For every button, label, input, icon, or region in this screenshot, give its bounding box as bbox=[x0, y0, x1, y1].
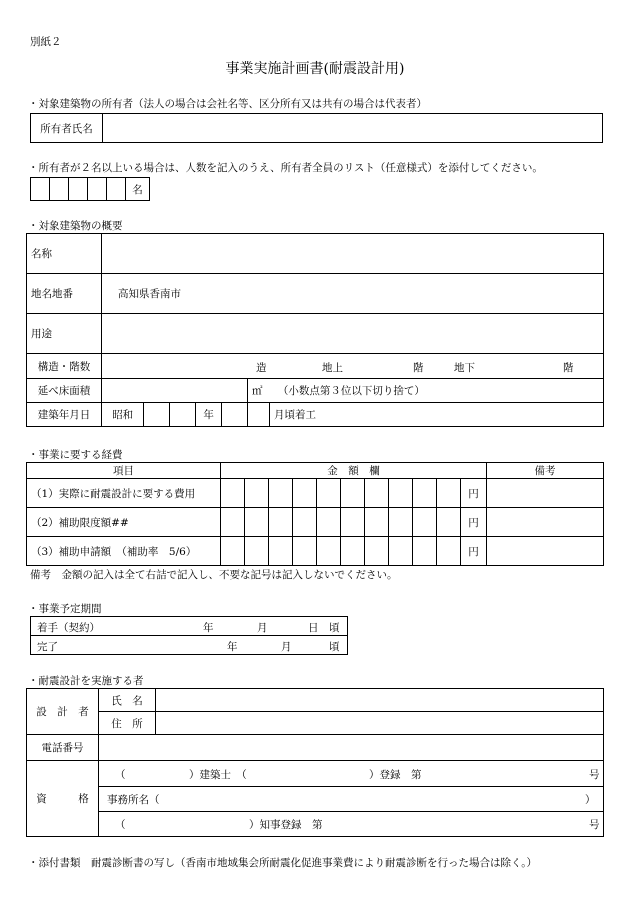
owner-table bbox=[30, 113, 603, 143]
amount-digit[interactable] bbox=[389, 537, 413, 566]
area-unit: ㎡ bbox=[252, 385, 263, 397]
attachments-note: ・添付書類 耐震診断書の写し（香南市地域集会所耐震化促進事業費により耐震診断を行った場合は除く。） bbox=[28, 857, 538, 869]
costs-section-heading: ・事業に要する経費 bbox=[28, 449, 123, 461]
designer-address-field[interactable] bbox=[156, 712, 604, 735]
attachment-label: 別紙２ bbox=[30, 36, 62, 48]
structure-label: 構造・階数 bbox=[27, 354, 102, 379]
cost-note-field[interactable] bbox=[487, 508, 604, 537]
amount-digit[interactable] bbox=[341, 537, 365, 566]
designer-section-heading: ・耐震設計を実施する者 bbox=[28, 675, 144, 687]
amount-digit[interactable] bbox=[365, 537, 389, 566]
qual-number-unit: 号 bbox=[589, 769, 600, 782]
amount-digit[interactable] bbox=[413, 537, 437, 566]
structure-zou: 造 bbox=[256, 362, 267, 374]
amount-digit[interactable] bbox=[293, 479, 317, 508]
qualification-governor-row[interactable] bbox=[99, 811, 604, 836]
qual-governor-label: ）知事登録 第 bbox=[249, 819, 323, 832]
building-address-field[interactable]: 高知県香南市 bbox=[102, 274, 604, 314]
structure-above: 地上 bbox=[322, 362, 343, 374]
designer-phone-field[interactable] bbox=[99, 735, 604, 761]
qual-office-close: ） bbox=[585, 794, 596, 807]
built-era: 昭和 bbox=[102, 403, 144, 427]
area-note: （小数点第３位以下切り捨て） bbox=[277, 385, 425, 397]
designer-name-field[interactable] bbox=[156, 689, 604, 712]
schedule-section-heading: ・事業予定期間 bbox=[28, 603, 102, 615]
owner-count-digit[interactable] bbox=[69, 178, 88, 201]
amount-digit[interactable] bbox=[269, 479, 293, 508]
qualification-office-row[interactable] bbox=[99, 786, 604, 811]
owner-name-field[interactable] bbox=[103, 114, 603, 143]
cost-unit: 円 bbox=[461, 508, 487, 537]
cost-unit: 円 bbox=[461, 479, 487, 508]
amount-digit[interactable] bbox=[437, 508, 461, 537]
structure-field[interactable] bbox=[102, 354, 604, 379]
owner-count-digit[interactable] bbox=[107, 178, 126, 201]
schedule-end-row[interactable] bbox=[31, 636, 348, 655]
amount-digit[interactable] bbox=[221, 508, 245, 537]
built-year-digit[interactable] bbox=[144, 403, 170, 427]
designer-table bbox=[26, 688, 604, 837]
amount-digit[interactable] bbox=[389, 479, 413, 508]
qual-architect-label: ）建築士 （ bbox=[189, 769, 247, 782]
amount-digit[interactable] bbox=[413, 479, 437, 508]
amount-digit[interactable] bbox=[413, 508, 437, 537]
area-field[interactable] bbox=[102, 379, 248, 403]
amount-digit[interactable] bbox=[437, 479, 461, 508]
built-month-unit: 月頃着工 bbox=[270, 403, 604, 427]
costs-remark: 備考 金額の記入は全て右詰で記入し、不要な記号は記入しないでください。 bbox=[30, 569, 398, 581]
amount-digit[interactable] bbox=[341, 479, 365, 508]
cost-row bbox=[27, 508, 604, 537]
cost-note-field[interactable] bbox=[487, 537, 604, 566]
page-title: 事業実施計画書(耐震設計用) bbox=[225, 61, 405, 77]
owner-count-table bbox=[30, 177, 150, 201]
owner-count-digit[interactable] bbox=[50, 178, 69, 201]
building-use-label: 用途 bbox=[27, 314, 102, 354]
built-date-label: 建築年月日 bbox=[27, 403, 102, 427]
amount-digit[interactable] bbox=[293, 537, 317, 566]
amount-digit[interactable] bbox=[317, 537, 341, 566]
cost-unit: 円 bbox=[461, 537, 487, 566]
amount-digit[interactable] bbox=[341, 508, 365, 537]
area-note-cell bbox=[248, 379, 604, 403]
amount-digit[interactable] bbox=[317, 479, 341, 508]
schedule-start-row[interactable] bbox=[31, 617, 348, 636]
schedule-table bbox=[30, 616, 348, 655]
cost-note-field[interactable] bbox=[487, 479, 604, 508]
owner-count-unit: 名 bbox=[126, 178, 150, 201]
cost-row-label: （2）補助限度額## bbox=[27, 508, 221, 537]
amount-digit[interactable] bbox=[221, 537, 245, 566]
building-table bbox=[26, 233, 604, 427]
schedule-end-approx: 頃 bbox=[329, 640, 340, 653]
structure-floor2: 階 bbox=[563, 362, 574, 374]
building-name-field[interactable] bbox=[102, 234, 604, 274]
area-label: 延べ床面積 bbox=[27, 379, 102, 403]
amount-digit[interactable] bbox=[221, 479, 245, 508]
cost-row bbox=[27, 537, 604, 566]
built-month-digit[interactable] bbox=[248, 403, 270, 427]
owner-name-label: 所有者氏名 bbox=[31, 114, 103, 143]
cost-row-label: （3）補助申請額 （補助率 5/6） bbox=[27, 537, 221, 566]
designer-phone-label: 電話番号 bbox=[27, 735, 99, 761]
amount-digit[interactable] bbox=[245, 537, 269, 566]
qual-registration-label: ）登録 第 bbox=[369, 769, 422, 782]
built-year-digit[interactable] bbox=[170, 403, 196, 427]
costs-table bbox=[26, 462, 604, 566]
costs-col-amount: 金 額 欄 bbox=[221, 463, 487, 479]
qual-open-paren: （ bbox=[115, 819, 126, 832]
built-year-unit: 年 bbox=[196, 403, 222, 427]
amount-digit[interactable] bbox=[269, 508, 293, 537]
amount-digit[interactable] bbox=[437, 537, 461, 566]
amount-digit[interactable] bbox=[245, 508, 269, 537]
designer-label: 設 計 者 bbox=[27, 689, 99, 735]
amount-digit[interactable] bbox=[317, 508, 341, 537]
amount-digit[interactable] bbox=[293, 508, 317, 537]
amount-digit[interactable] bbox=[365, 479, 389, 508]
costs-col-item: 項目 bbox=[27, 463, 221, 479]
costs-col-note: 備考 bbox=[487, 463, 604, 479]
building-section-heading: ・対象建築物の概要 bbox=[28, 220, 123, 232]
qual-open-paren: （ bbox=[115, 769, 126, 782]
owner-count-heading: ・所有者が２名以上いる場合は、人数を記入のうえ、所有者全員のリスト（任意様式）を添付してください。 bbox=[28, 162, 543, 174]
qualification-architect-row[interactable] bbox=[99, 761, 604, 786]
schedule-start-day: 日 頃 bbox=[308, 621, 340, 634]
designer-name-label: 氏 名 bbox=[99, 689, 156, 712]
cost-row bbox=[27, 479, 604, 508]
amount-digit[interactable] bbox=[269, 537, 293, 566]
owner-count-digit[interactable] bbox=[88, 178, 107, 201]
qual-number-unit: 号 bbox=[589, 819, 600, 832]
building-address-label: 地名地番 bbox=[27, 274, 102, 314]
owner-count-digit[interactable] bbox=[31, 178, 50, 201]
owner-section-heading: ・対象建築物の所有者（法人の場合は会社名等、区分所有又は共有の場合は代表者） bbox=[28, 98, 427, 110]
qual-office-label: 事務所名（ bbox=[107, 794, 160, 807]
schedule-end-label: 完了 bbox=[37, 640, 58, 653]
schedule-end-year: 年 bbox=[227, 640, 238, 653]
building-name-label: 名称 bbox=[27, 234, 102, 274]
amount-digit[interactable] bbox=[245, 479, 269, 508]
structure-floor: 階 bbox=[413, 362, 424, 374]
schedule-end-month: 月 bbox=[281, 640, 292, 653]
schedule-start-year: 年 bbox=[203, 621, 214, 634]
schedule-start-month: 月 bbox=[257, 621, 268, 634]
built-month-digit[interactable] bbox=[222, 403, 248, 427]
building-use-field[interactable] bbox=[102, 314, 604, 354]
cost-row-label: （1）実際に耐震設計に要する費用 bbox=[27, 479, 221, 508]
amount-digit[interactable] bbox=[365, 508, 389, 537]
amount-digit[interactable] bbox=[389, 508, 413, 537]
qualification-label: 資 格 bbox=[27, 761, 99, 837]
designer-address-label: 住 所 bbox=[99, 712, 156, 735]
schedule-start-label: 着手（契約） bbox=[37, 621, 100, 634]
structure-below: 地下 bbox=[454, 362, 475, 374]
